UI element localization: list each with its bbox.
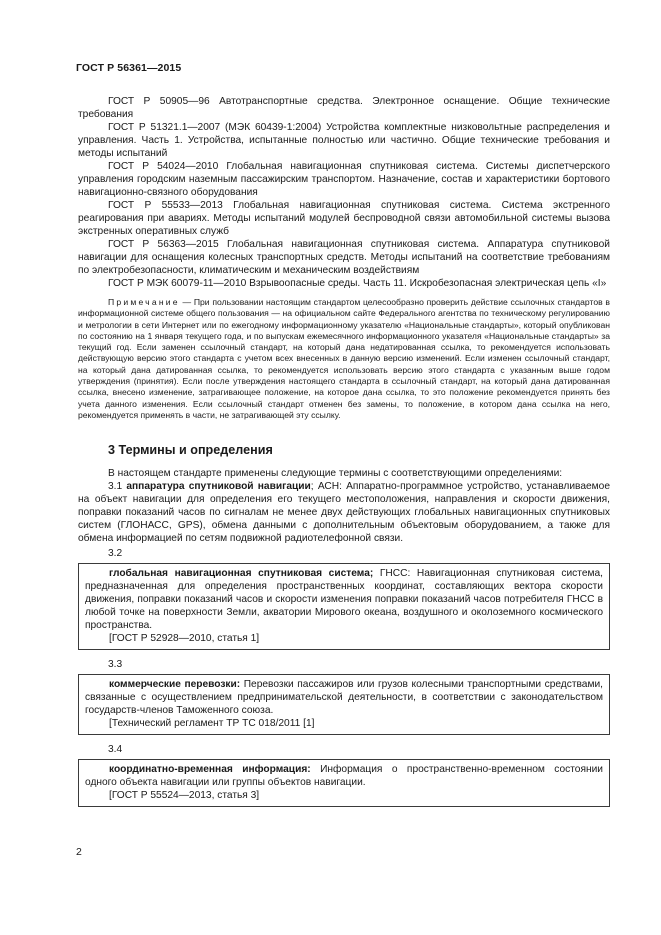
note-label: Примечание [108,297,180,307]
term-definition: Информация о пространственно-временном состоянии одного объекта навигации или группы объектов навигации. [85,764,603,789]
reference-item: ГОСТ Р 55533—2013 Глобальная навигационная спутниковая система. Система экстренного реагирования при авариях. Методы испытаний модулей беспроводной связи автомобильной системы вызова экстренных оперативных служб [78,200,610,237]
reference-item: ГОСТ Р МЭК 60079-11—2010 Взрывоопасные среды. Часть 11. Искробезопасная электрическая цепь «I» [108,278,607,289]
term-name: коммерческие перевозки: [109,679,241,691]
normative-references [78,95,610,290]
page-content [78,95,610,807]
term-box-3-2 [78,563,610,650]
term-name: глобальная навигационная спутниковая система; [109,568,374,580]
document-header: ГОСТ Р 56361—2015 [76,62,182,74]
term-abbr: ; АСН: [310,481,347,493]
term-3-2 [85,567,603,632]
term-source: [ГОСТ Р 55524—2013, статья 3] [109,790,260,802]
reference-item: ГОСТ Р 50905—96 Автотранспортные средства. Электронное оснащение. Общие технические требования [78,96,610,120]
term-number: 3.4 [108,744,123,756]
note-paragraph [78,297,610,421]
term-source: [Технический регламент ТР ТС 018/2011 [1] [109,718,315,730]
page-number: 2 [76,846,82,858]
note-text: — При пользовании настоящим стандартом целесообразно проверить действие ссылочных стандартов в информационной системе общего пользования — на официальном сайте Федерального агентства по техническому регулированию и метрологии в сети Интернет или по ежегодному информационному указателю «Национальные стандарты», который опубликован по состоянию на 1 января текущего года, и по выпускам ежемесячного информационного указателя «Национальные стандарты» за текущий год. Если заменен ссылочный стандарт, на который дана недатированная ссылка, то рекомендуется использовать действующую версию этого стандарта с учетом всех внесенных в данную версию изменений. Если изменен ссылочный стандарт, на который дана датированная ссылка, то рекомендуется использовать версию этого стандарта с указанным выше годом утверждения (принятия). Если после утверждения настоящего стандарта в ссылочный стандарт, на который дана датированная ссылка, внесено изменение, затрагивающее положение, на которое дана ссылка, то это положение рекомендуется принять без учета данного изменения. Если ссылочный стандарт отменен без замены, то положение, в котором дана ссылка на него, рекомендуется применять в части, не затрагивающей эту ссылку. [78,297,610,420]
term-3-1 [78,480,610,545]
term-box-3-4 [78,759,610,807]
term-name: координатно-временная информация: [109,764,311,776]
term-box-3-3 [78,674,610,735]
reference-item: ГОСТ Р 54024—2010 Глобальная навигационная спутниковая система. Системы диспетчерского управления городским наземным пассажирским транспортом. Назначение, состав и характеристики бортового навигационно-связного оборудования [78,161,610,198]
term-definition: ГНСС: Навигационная спутниковая система, предназначенная для определения пространственных координат, составляющих вектора скорости движения, поправки показаний часов и скорости изменения поправки показаний часов потребителя ГНСС в любой точке на поверхности Земли, акватории Мирового океана, воздушного и околоземного космического пространства. [85,568,603,632]
term-3-4 [85,763,603,789]
term-3-3 [85,678,603,717]
section-terms [78,443,610,807]
reference-item: ГОСТ Р 51321.1—2007 (МЭК 60439-1:2004) Устройства комплектные низковольтные распределения и управления. Часть 1. Устройства, испытанные полностью или частично. Общие технические требования и методы испытаний [78,122,610,159]
reference-item: ГОСТ Р 56363—2015 Глобальная навигационная спутниковая система. Аппаратура спутниковой навигации для оснащения колесных транспортных средств. Методы испытаний на соответствие требованиям по электробезопасности, климатическим и механическим воздействиям [78,239,610,276]
term-number: 3.1 [108,481,127,493]
term-number: 3.3 [108,659,123,671]
term-definition: Аппаратно-программное устройство, устанавливаемое на объект навигации для определения его текущего местоположения, направления и скорости движения, поправки показаний часов по сигналам не менее двух действующих глобальных навигационных спутниковых систем (ГЛОНАСС, GPS), обмена данными с дополнительным объектовым оборудованием, а также для обмена информацией по сетям подвижной радиотелефонной связи. [78,481,610,545]
section-title: 3 Термины и определения [108,443,273,458]
term-source: [ГОСТ Р 52928—2010, статья 1] [109,633,260,645]
section-intro: В настоящем стандарте применены следующие термины с соответствующими определениями: [108,468,563,480]
term-definition: Перевозки пассажиров или грузов колесными транспортными средствами, связанные с осуществлением предпринимательской деятельности, в соответствии с законодательством государств-членов Таможенного союза. [85,679,603,717]
term-name: аппаратура спутниковой навигации [126,481,311,493]
term-number: 3.2 [108,548,123,560]
